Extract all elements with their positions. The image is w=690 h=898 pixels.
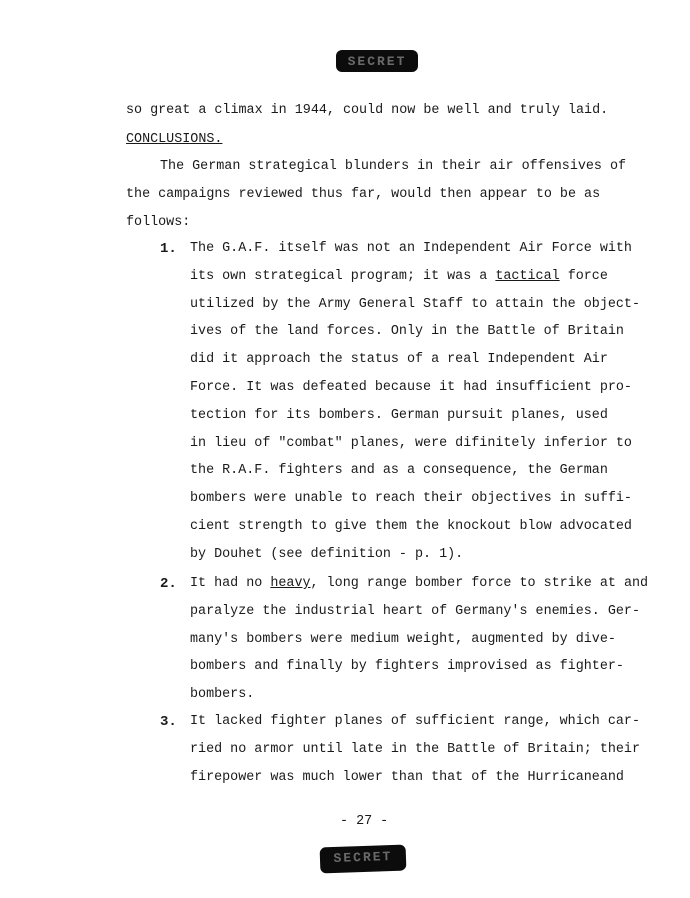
line-text: cient strength to give them the knockout blow advocated (190, 519, 632, 534)
item-line (190, 518, 632, 536)
emphasized-word: heavy (270, 576, 311, 591)
classification-stamp-top (336, 50, 418, 72)
item-line (190, 769, 624, 787)
item-number: 1. (160, 241, 177, 257)
item-line (190, 462, 608, 480)
line-text: bombers were unable to reach their objectives in suffi- (190, 491, 632, 507)
item-line (190, 713, 640, 731)
page-number: - 27 - (340, 814, 389, 829)
item-line (190, 741, 640, 759)
classification-stamp-bottom (320, 845, 407, 874)
item-line (190, 240, 632, 258)
item-line (190, 575, 648, 593)
line-text: its own strategical program; it was a (190, 268, 496, 284)
item-line (190, 407, 608, 425)
item-line (190, 379, 632, 397)
item-number: 3. (160, 714, 177, 730)
line-text: bombers and finally by fighters improvised as fighter- (190, 659, 624, 675)
intro-line: The German strategical blunders in their air offensives of (160, 159, 627, 174)
line-text: tection for its bombers. German pursuit planes, used (190, 407, 608, 423)
item-line (190, 268, 608, 286)
item-line (190, 435, 632, 453)
line-text: utilized by the Army General Staff to attain the object- (190, 296, 640, 312)
line-text: ried no armor until late in the Battle of Britain; their (190, 741, 640, 757)
line-text: many's bombers were medium weight, augmented by dive- (190, 631, 616, 647)
intro-line: the campaigns reviewed thus far, would then appear to be as (126, 187, 601, 202)
section-heading: CONCLUSIONS. (126, 132, 223, 147)
line-text: It lacked fighter planes of sufficient range, which car- (190, 714, 640, 729)
line-text: ives of the land forces. Only in the Battle of Britain (190, 324, 624, 340)
item-line (190, 490, 632, 508)
line-text: Force. It was defeated because it had insufficient pro- (190, 380, 632, 395)
line-text: did it approach the status of a real Independent Air (190, 352, 608, 368)
intro-line: follows: (126, 215, 191, 230)
line-text: , long range bomber force to strike at and (310, 576, 649, 591)
line-text: paralyze the industrial heart of Germany's enemies. Ger- (190, 603, 640, 619)
line-text: firepower was much lower than that of the Hurricaneand (190, 769, 624, 785)
classification-text-top: SECRET (347, 54, 407, 69)
classification-text-bottom: SECRET (333, 848, 393, 867)
item-line (190, 296, 640, 314)
line-text: It had no (190, 576, 271, 591)
line-text: force (559, 268, 608, 284)
line-text: by Douhet (see definition - p. 1). (190, 546, 464, 562)
line-text: the R.A.F. fighters and as a consequence, the German (190, 463, 608, 479)
item-line (190, 658, 624, 676)
line-text: The G.A.F. itself was not an Independent Air Force with (190, 241, 632, 256)
line-text: bombers. (190, 687, 255, 703)
line-text: in lieu of "combat" planes, were difinitely inferior to (190, 435, 632, 451)
emphasized-word: tactical (495, 268, 560, 284)
lead-line: so great a climax in 1944, could now be well and truly laid. (126, 103, 609, 118)
item-line (190, 603, 640, 621)
item-number: 2. (160, 576, 177, 592)
item-line (190, 631, 616, 649)
item-line (190, 546, 463, 564)
item-line (190, 323, 624, 341)
item-line (190, 686, 254, 704)
item-line (190, 351, 608, 369)
